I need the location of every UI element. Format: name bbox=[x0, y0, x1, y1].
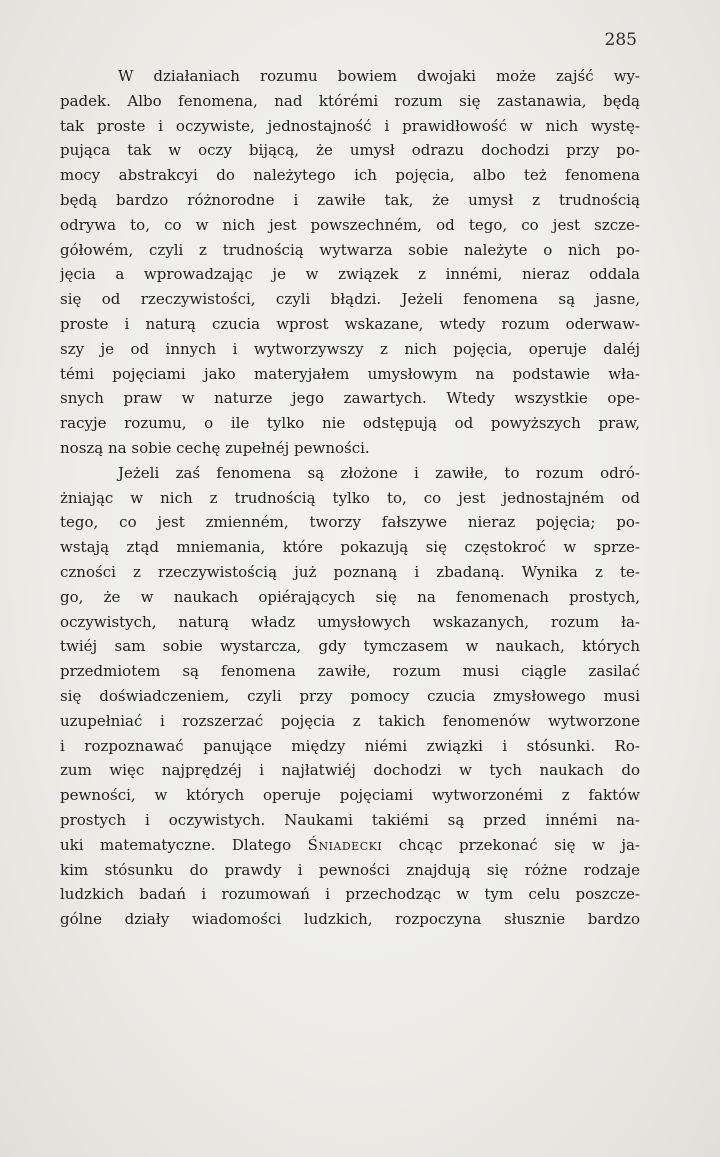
text-line: proste i naturą czucia wprost wskazane, wtedy rozum oderwaw- bbox=[60, 314, 640, 333]
author-name: Śniadecki bbox=[307, 835, 383, 854]
text-line: czności z rzeczywistością już poznaną i zbadaną. Wynika z te- bbox=[60, 562, 640, 581]
text-line: Jeżeli zaś fenomena są złożone i zawiłe, to rozum odró- bbox=[118, 463, 640, 482]
text-line: wstają ztąd mniemania, które pokazują się częstokroć w sprze- bbox=[60, 538, 640, 557]
text-line: ludzkich badań i rozumowań i przechodząc w tym celu poszcze- bbox=[60, 885, 640, 904]
paragraph-2 bbox=[60, 461, 640, 932]
text-line: mocy abstrakcyi do należytego ich pojęcia, albo też fenomena bbox=[60, 166, 640, 185]
text-line: snych praw w naturze jego zawartych. Wtedy wszystkie ope- bbox=[60, 389, 640, 408]
text-line: pewności, w których operuje pojęciami wytworzonémi z faktów bbox=[60, 786, 640, 805]
text-line: noszą na sobie cechę zupełnéj pewności. bbox=[60, 438, 370, 457]
page-number: 285 bbox=[604, 30, 637, 50]
text-line: oczywistych, naturą władz umysłowych wskazanych, rozum ła- bbox=[60, 612, 640, 631]
text-line: twiéj sam sobie wystarcza, gdy tymczasem w naukach, których bbox=[60, 637, 640, 656]
body-text bbox=[60, 64, 640, 932]
text-line: uzupełniać i rozszerzać pojęcia z takich fenomenów wytworzone bbox=[60, 711, 640, 730]
text-fragment: chcąc przekonać się w ja- bbox=[382, 835, 640, 854]
text-line: się od rzeczywistości, czyli błądzi. Jeżeli fenomena są jasne, bbox=[60, 290, 640, 309]
text-line: kim stósunku do prawdy i pewności znajdują się różne rodzaje bbox=[60, 860, 640, 879]
text-line: padek. Albo fenomena, nad którémi rozum się zastanawia, będą bbox=[60, 91, 640, 110]
text-line: tak proste i oczywiste, jednostajność i prawidłowość w nich wystę- bbox=[60, 116, 640, 135]
text-line: odrywa to, co w nich jest powszechném, od tego, co jest szcze- bbox=[60, 215, 640, 234]
text-line: gólne działy wiadomości ludzkich, rozpoczyna słusznie bardzo bbox=[60, 910, 640, 929]
text-line: żniając w nich z trudnością tylko to, co jest jednostajném od bbox=[60, 488, 640, 507]
text-line: jęcia a wprowadzając je w związek z innémi, nieraz oddala bbox=[60, 265, 640, 284]
text-line: będą bardzo różnorodne i zawiłe tak, że umysł z trudnością bbox=[60, 190, 640, 209]
text-line-with-name bbox=[60, 833, 640, 858]
text-line: się doświadczeniem, czyli przy pomocy czucia zmysłowego musi bbox=[60, 686, 640, 705]
text-line: racyje rozumu, o ile tylko nie odstępują od powyższych praw, bbox=[60, 414, 640, 433]
text-line: przedmiotem są fenomena zawiłe, rozum musi ciągle zasilać bbox=[60, 662, 640, 681]
text-line: szy je od innych i wytworzywszy z nich pojęcia, operuje daléj bbox=[60, 339, 640, 358]
text-line: témi pojęciami jako materyjałem umysłowym na podstawie wła- bbox=[60, 364, 640, 383]
text-line: tego, co jest zmienném, tworzy fałszywe nieraz pojęcia; po- bbox=[60, 513, 640, 532]
text-line: pująca tak w oczy bijącą, że umysł odrazu dochodzi przy po- bbox=[60, 141, 640, 160]
text-fragment: uki matematyczne. Dlatego bbox=[60, 835, 308, 854]
text-line: i rozpoznawać panujące między niémi związki i stósunki. Ro- bbox=[60, 736, 640, 755]
text-line: prostych i oczywistych. Naukami takiémi są przed innémi na- bbox=[60, 810, 640, 829]
text-line: W działaniach rozumu bowiem dwojaki może zajść wy- bbox=[118, 67, 640, 85]
text-line: zum więc najprędzéj i najłatwiéj dochodzi w tych naukach do bbox=[60, 761, 640, 780]
paragraph-1 bbox=[60, 64, 640, 461]
text-line: gółowém, czyli z trudnością wytwarza sobie należyte o nich po- bbox=[60, 240, 640, 259]
text-line: go, że w naukach opiérających się na fenomenach prostych, bbox=[60, 587, 640, 606]
